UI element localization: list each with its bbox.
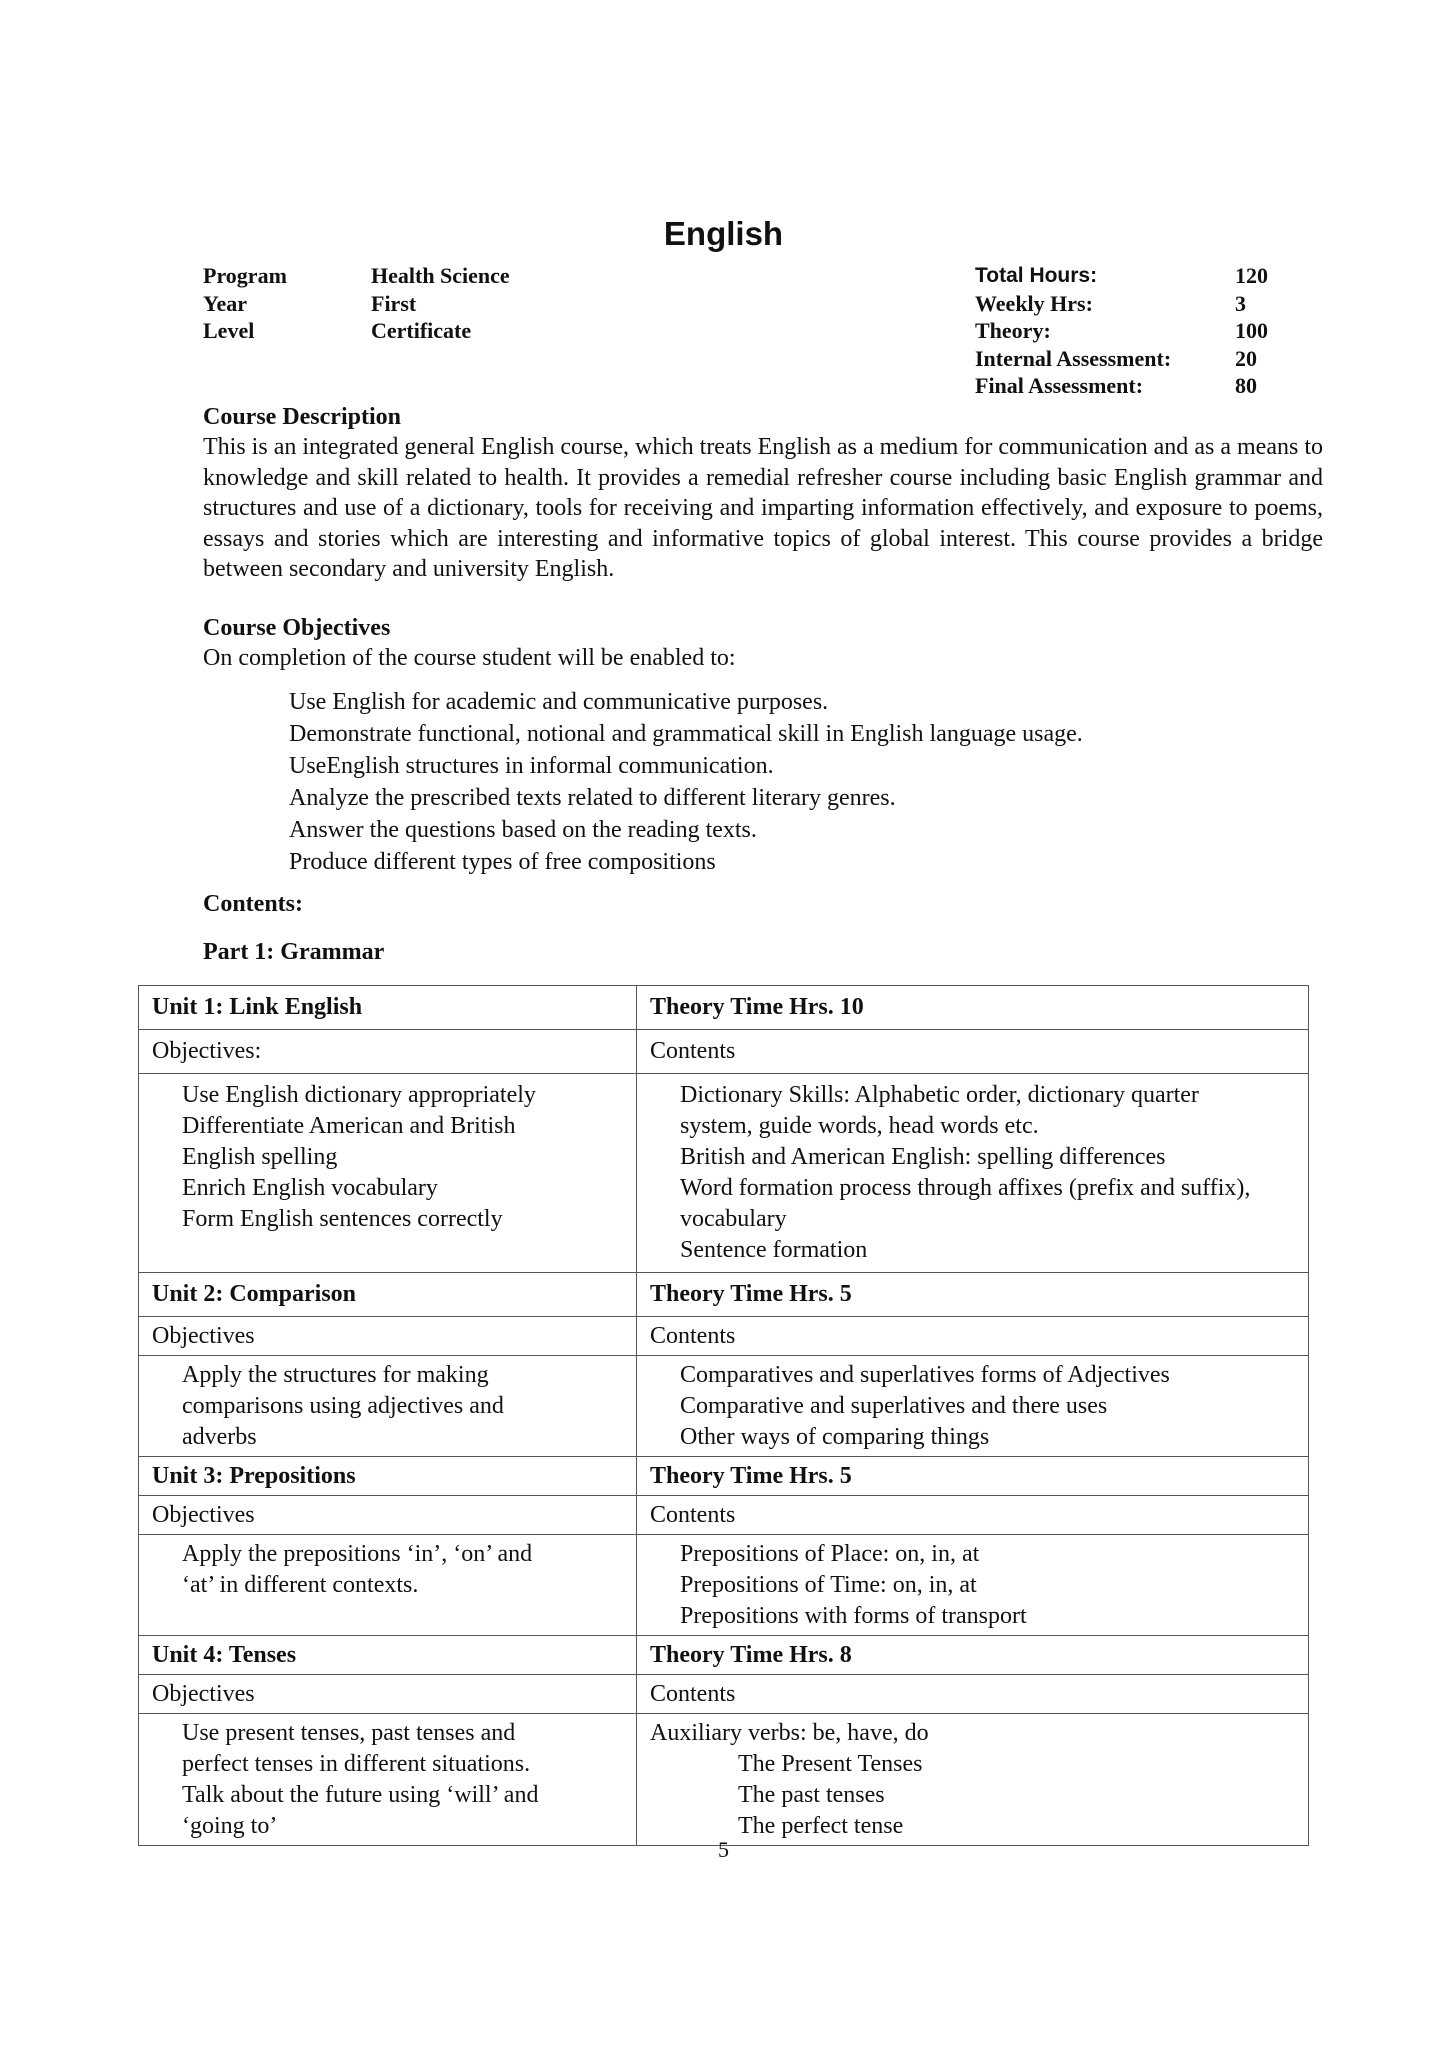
meta-label: Weekly Hrs: [975,290,1093,316]
meta-value: Health Science [371,263,510,288]
list-item: Prepositions with forms of transport [680,1603,1027,1629]
list-item: Answer the questions based on the reading texts. [289,817,757,843]
unit-hours: Theory Time Hrs. 5 [637,1457,1309,1496]
list-item: Prepositions of Place: on, in, at [680,1541,980,1567]
list-item: Produce different types of free compositions [289,849,716,875]
meta-label: Level [203,318,255,343]
program-info [203,262,510,345]
table-row [139,1636,1309,1675]
table-row [139,1535,1309,1636]
list-item: perfect tenses in different situations. [182,1751,531,1777]
list-item: Sentence formation [680,1237,868,1263]
course-description-text: This is an integrated general English course, which treats English as a medium for communication and as a means to knowledge and skill related to health. It provides a remedial refresher course including basic English grammar and structures and use of a dictionary, tools for receiving and imparting information effectively, and exposure to poems, essays and stories which are interesting and informative topics of global interest. This course provides a bridge between secondary and university English. [203,434,1323,582]
table-row [139,1030,1309,1074]
meta-label: Internal Assessment: [975,345,1172,371]
objectives-label: Objectives: [139,1030,637,1074]
table-row [139,986,1309,1030]
unit-title: Unit 1: Link English [139,986,637,1030]
list-item: ‘going to’ [182,1813,278,1839]
list-item: Comparative and superlatives and there uses [680,1393,1108,1419]
list-item: The perfect tense [738,1813,904,1839]
table-row [139,1273,1309,1317]
page-title: English [663,215,784,252]
list-item: Dictionary Skills: Alphabetic order, dictionary quarter [680,1082,1199,1108]
meta-value: First [371,290,417,316]
table-row [139,1496,1309,1535]
page-number: 5 [718,1837,729,1862]
contents-lead: Auxiliary verbs: be, have, do [650,1720,929,1746]
unit-hours: Theory Time Hrs. 5 [637,1273,1309,1317]
list-item: Comparatives and superlatives forms of Adjectives [680,1362,1170,1388]
meta-label: Year [203,290,247,316]
list-item: Apply the prepositions ‘in’, ‘on’ and [182,1541,533,1567]
meta-value: 3 [1235,290,1246,316]
table-row [139,1074,1309,1273]
list-item: system, guide words, head words etc. [680,1113,1039,1139]
course-objectives-intro: On completion of the course student will be enabled to: [203,645,736,671]
internal-assessment-row [975,345,1268,373]
table-row [139,1714,1309,1846]
unit-objectives [139,1356,637,1457]
unit-title: Unit 2: Comparison [139,1273,637,1317]
total-hours-row [975,262,1268,290]
unit-contents [637,1535,1309,1636]
weekly-hours-row [975,290,1268,318]
year-row [203,290,510,318]
unit-objectives [139,1714,637,1846]
list-item: adverbs [182,1424,257,1450]
units-table [138,985,1309,1846]
list-item: Demonstrate functional, notional and grammatical skill in English language usage. [289,721,1083,747]
list-item: Analyze the prescribed texts related to different literary genres. [289,785,896,811]
list-item: Differentiate American and British [182,1113,516,1139]
list-item: British and American English: spelling differences [680,1144,1166,1170]
unit-contents [637,1714,1309,1846]
list-item: Talk about the future using ‘will’ and [182,1782,539,1808]
unit-objectives [139,1074,637,1273]
list-item: vocabulary [680,1206,787,1232]
meta-value: 20 [1235,345,1257,371]
list-item: Apply the structures for making [182,1362,489,1388]
list-item: Use English dictionary appropriately [182,1082,536,1108]
list-item: Use present tenses, past tenses and [182,1720,516,1746]
table-row [139,1356,1309,1457]
unit-contents [637,1356,1309,1457]
list-item: Other ways of comparing things [680,1424,990,1450]
hours-info [975,262,1268,400]
meta-value: 120 [1235,263,1268,288]
objectives-label: Objectives [139,1317,637,1356]
table-row [139,1675,1309,1714]
course-description-heading: Course Description [203,404,401,430]
meta-label: Final Assessment: [975,373,1144,398]
unit-hours: Theory Time Hrs. 10 [637,986,1309,1030]
list-item: ‘at’ in different contexts. [182,1572,419,1598]
unit-contents [637,1074,1309,1273]
meta-label: Program [203,263,287,288]
list-item: Prepositions of Time: on, in, at [680,1572,977,1598]
program-row [203,262,510,290]
unit-title: Unit 4: Tenses [139,1636,637,1675]
part-heading: Part 1: Grammar [203,939,385,965]
unit-hours: Theory Time Hrs. 8 [637,1636,1309,1675]
objectives-label: Objectives [139,1675,637,1714]
unit-title: Unit 3: Prepositions [139,1457,637,1496]
table-row [139,1317,1309,1356]
unit-objectives [139,1535,637,1636]
list-item: The Present Tenses [738,1751,923,1777]
level-row [203,317,510,345]
final-assessment-row [975,372,1268,400]
meta-value: 80 [1235,373,1257,398]
meta-label: Theory: [975,318,1051,343]
contents-label: Contents [637,1675,1309,1714]
table-row [139,1457,1309,1496]
meta-label: Total Hours: [975,264,1098,287]
contents-label: Contents [637,1496,1309,1535]
course-objectives-list [289,686,1083,878]
list-item: comparisons using adjectives and [182,1393,504,1419]
theory-row [975,317,1268,345]
list-item: Use English for academic and communicative purposes. [289,689,829,715]
meta-value: 100 [1235,318,1268,343]
list-item: UseEnglish structures in informal communication. [289,753,774,779]
list-item: English spelling [182,1144,338,1170]
meta-value: Certificate [371,318,472,343]
objectives-label: Objectives [139,1496,637,1535]
list-item: Word formation process through affixes (prefix and suffix), [680,1175,1251,1201]
contents-heading: Contents: [203,891,303,917]
contents-label: Contents [637,1317,1309,1356]
list-item: Enrich English vocabulary [182,1175,438,1201]
list-item: The past tenses [738,1782,885,1808]
course-objectives-heading: Course Objectives [203,615,391,641]
contents-label: Contents [637,1030,1309,1074]
list-item: Form English sentences correctly [182,1206,503,1232]
